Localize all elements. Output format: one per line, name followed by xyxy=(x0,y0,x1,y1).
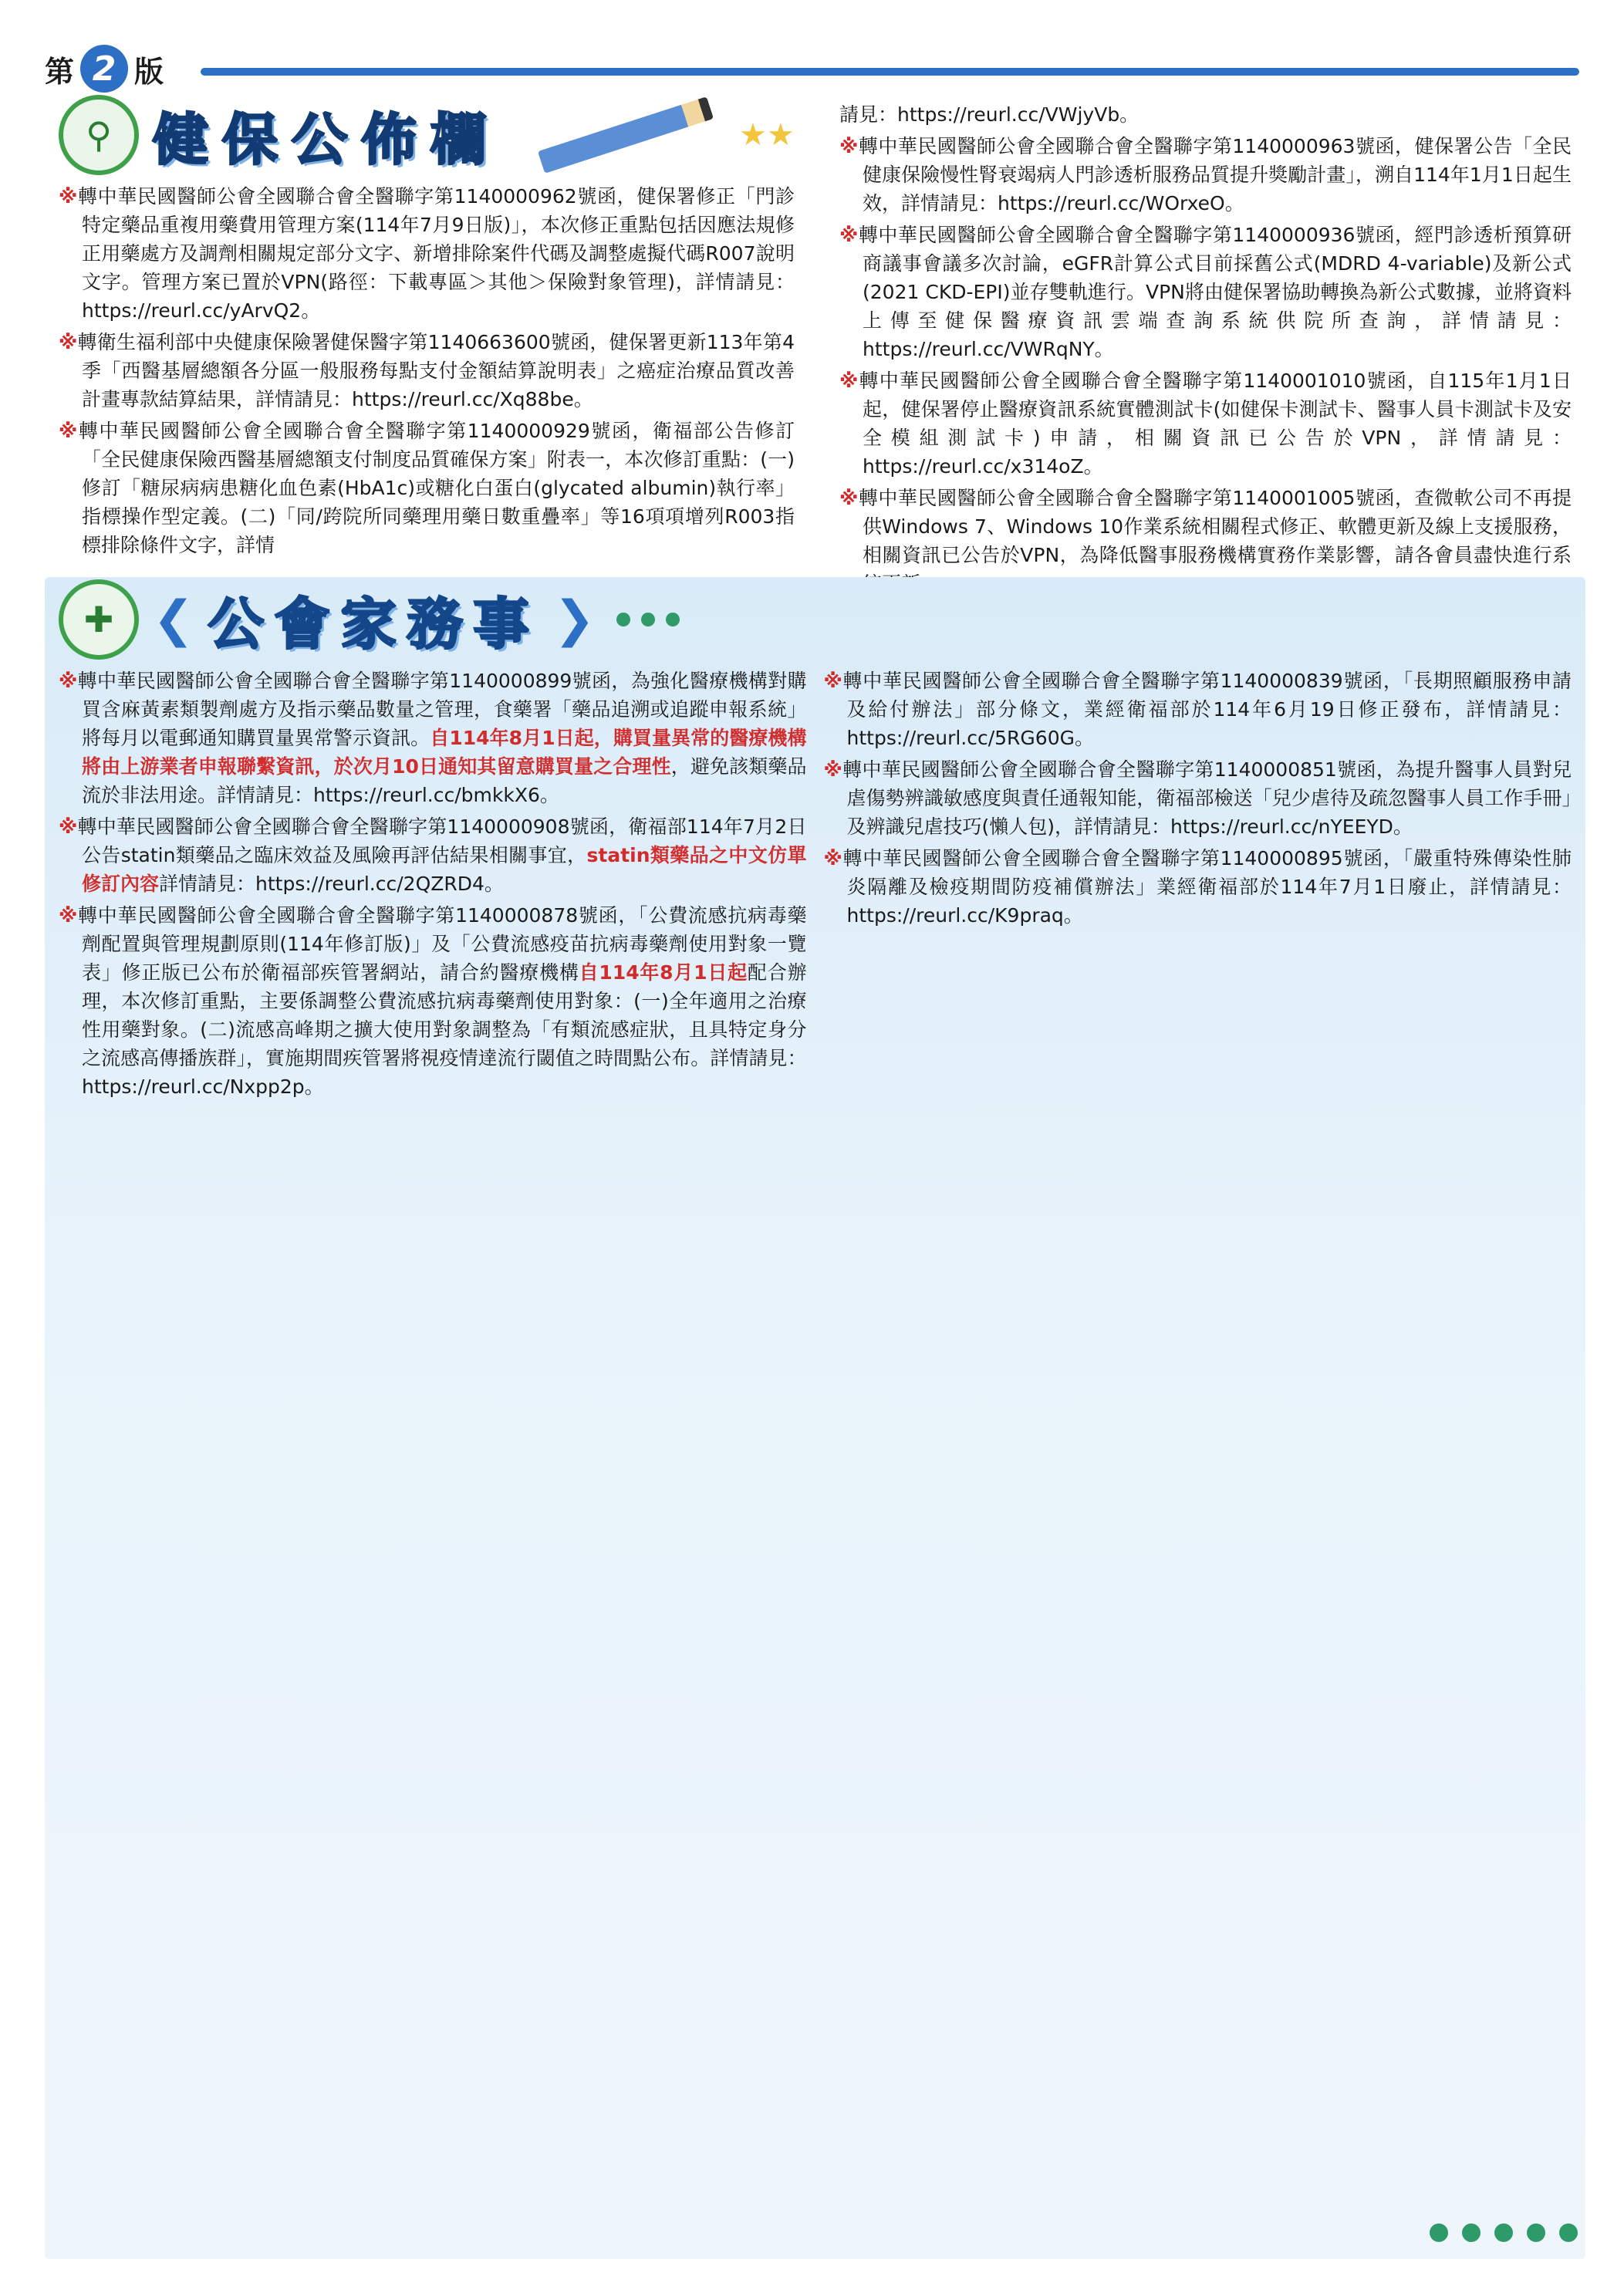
notice-item xyxy=(59,812,807,898)
notice-text: 轉中華民國醫師公會全國聯合會全醫聯字第1140001010號函，自115年1月1日起，健保署停止醫療資訊系統實體測試卡(如健保卡測試卡、醫事人員卡測試卡及安全模組測試卡)申請，相關資訊已公告於VPN，詳情請見：https://reurl.cc/x314oZ。 xyxy=(859,370,1572,478)
notice-item xyxy=(824,755,1572,841)
reference-mark: ※ xyxy=(59,670,78,692)
notice-item xyxy=(59,328,795,414)
health-section-left xyxy=(45,93,809,563)
notice-item xyxy=(59,182,795,325)
notice-text: 轉中華民國醫師公會全國聯合會全醫聯字第1140000839號函，「長期照顧服務申請及給付辦法」部分條文，業經衛福部於114年6月19日修正發布，詳情請見：https://reurl.cc/5RG60G。 xyxy=(842,670,1572,749)
notice-text: 轉衛生福利部中央健康保險署健保醫字第1140663600號函，健保署更新113年第4季「西醫基層總額各分區一般服務每點支付金額結算說明表」之癌症治療品質改善計畫專款結算結果，詳情請見：https://reurl.cc/Xq88be。 xyxy=(77,331,795,410)
health-column-left xyxy=(59,182,795,562)
notice-text: 轉中華民國醫師公會全國聯合會全醫聯字第1140000929號函，衛福部公告修訂「全民健康保險西醫基層總額支付制度品質確保方案」附表一，本次修訂重點：(一)修訂「糖尿病病患糖化血色素(HbA1c)或糖化白蛋白(glycated albumin)執行率」指標操作型定義。(二)「同/跨院所同藥理用藥日數重疊率」等16項項增列R003指標排除條件文字，詳情 xyxy=(78,420,795,556)
reference-mark: ※ xyxy=(59,904,79,927)
reference-mark: ※ xyxy=(823,670,843,692)
assoc-banner xyxy=(45,577,1585,662)
assoc-title: 公會家務事 xyxy=(208,592,540,657)
notice-item xyxy=(824,667,1572,752)
health-column-right xyxy=(839,100,1572,601)
notice-text-tail: 詳情請見：https://reurl.cc/2QZRD4。 xyxy=(159,873,504,895)
reference-mark: ※ xyxy=(839,224,859,246)
notice-highlight: 自114年8月1日起 xyxy=(579,961,748,984)
reference-mark: ※ xyxy=(823,758,843,781)
page-number: 2 xyxy=(80,45,128,93)
top-rule xyxy=(201,68,1579,76)
reference-mark: ※ xyxy=(839,370,859,392)
assoc-section xyxy=(45,577,1585,2259)
reference-mark: ※ xyxy=(823,847,843,869)
assoc-column-right xyxy=(824,667,1572,1104)
notice-item xyxy=(59,667,807,809)
notice-text: 轉中華民國醫師公會全國聯合會全醫聯字第1140000962號函，健保署修正「門診特定藥品重複用藥費用管理方案(114年7月9日版)」，本次修正重點包括因應法規修正用藥處方及調劑相關規定部分文字、新增排除案件代碼及調整處擬代碼R007說明文字。管理方案已置於VPN(路徑：下載專區＞其他＞保險對象管理)，詳情請見：https://reurl.cc/yArvQ2。 xyxy=(77,185,795,322)
stars-icon: ★★ xyxy=(739,117,795,153)
health-title: 健保公佈欄 xyxy=(153,107,501,172)
medicine-icon: ✚ xyxy=(59,579,139,660)
dots-icon xyxy=(616,613,680,626)
notice-text-tail: ，避免該類藥品流於非法用途。詳情請見：https://reurl.cc/bmkkX6。 xyxy=(82,755,807,806)
page-label-prefix: 第 xyxy=(45,54,75,89)
notice-text-tail: 配合辦理，本次修訂重點，主要係調整公費流感抗病毒藥劑使用對象：(一)全年適用之治療性用藥對象。(二)流感高峰期之擴大使用對象調整為「有類流感症狀，且具特定身分之流感高傳播族群」，實施期間疾管署將視疫情達流行閾值之時間點公布。詳情請見：https://reurl.cc/Nxpp2p。 xyxy=(82,961,807,1098)
footer-dots-icon xyxy=(1430,2223,1578,2242)
notice-text: 轉中華民國醫師公會全國聯合會全醫聯字第1140000936號函，經門診透析預算研商議事會議多次討論，eGFR計算公式目前採舊公式(MDRD 4-variable)及新公式(2021 CKD-EPI)並存雙軌進行。VPN將由健保署協助轉換為新公式數據，並將資料上傳至健保醫療資訊雲端查詢系統供院所查詢，詳情請見：https://reurl.cc/VWRqNY。 xyxy=(858,224,1572,360)
health-section-right xyxy=(826,93,1585,566)
notice-item xyxy=(839,366,1572,481)
notice-item xyxy=(839,100,1572,129)
notice-text: 轉中華民國醫師公會全國聯合會全醫聯字第1140000878號函，「公費流感抗病毒藥劑配置與管理規劃原則(114年修訂版)」及「公費流感疫苗抗病毒藥劑使用對象一覽表」修正版已公布於衛福部疾管署網站，請合約醫療機構 xyxy=(78,904,807,984)
reference-mark: ※ xyxy=(59,331,78,353)
notice-text: 轉中華民國醫師公會全國聯合會全醫聯字第1140000963號函，健保署公告「全民健康保險慢性腎衰竭病人門診透析服務品質提升獎勵計畫」，溯自114年1月1日起生效，詳情請見：https://reurl.cc/WOrxeO。 xyxy=(858,135,1572,214)
health-banner xyxy=(45,93,809,177)
notice-item xyxy=(824,844,1572,930)
notice-item xyxy=(59,417,795,559)
magnifier-icon: ⚲ xyxy=(59,95,139,175)
chevron-left-icon: ❮ xyxy=(153,591,194,648)
notice-text: 轉中華民國醫師公會全國聯合會全醫聯字第1140001005號函，查微軟公司不再提供Windows 7、Windows 10作業系統相關程式修正、軟體更新及線上支援服務，相關資訊已公告於VPN，為降低醫事服務機構實務作業影響，請各會員盡快進行系 xyxy=(858,487,1572,566)
notice-highlight: 自114年8月1日起，購買量異常的醫療機構將由上游業者申報聯繫資訊，於次月10日通知其留意購買量之合理性 xyxy=(82,727,807,778)
page-badge xyxy=(45,45,164,93)
reference-mark: ※ xyxy=(59,815,78,838)
notice-text: 轉中華民國醫師公會全國聯合會全醫聯字第1140000851號函，為提升醫事人員對兒虐傷勢辨識敏感度與責任通報知能，衛福部檢送「兒少虐待及疏忽醫事人員工作手冊」及辨識兒虐技巧(懶人包)，詳情請見：https://reurl.cc/nYEEYD。 xyxy=(842,758,1572,838)
notice-highlight: statin類藥品之中文仿單修訂內容 xyxy=(82,844,807,895)
notice-item xyxy=(839,132,1572,218)
notice-text: 轉中華民國醫師公會全國聯合會全醫聯字第1140000899號函，為強化醫療機構對購買含麻黃素類製劑處方及指示藥品數量之管理，食藥署「藥品追溯或追蹤申報系統」將每月以電郵通知購買量異常警示資訊。 xyxy=(77,670,807,749)
chevron-right-icon: ❯ xyxy=(553,591,596,648)
page-label-suffix: 版 xyxy=(134,54,164,89)
reference-mark: ※ xyxy=(59,420,79,442)
notice-item xyxy=(59,901,807,1101)
notice-text: 轉中華民國醫師公會全國聯合會全醫聯字第1140000895號函，「嚴重特殊傳染性肺炎隔離及檢疫期間防疫補償辦法」業經衛福部於114年7月1日廢止，詳情請見：https://reurl.cc/K9praq。 xyxy=(842,847,1572,927)
reference-mark: ※ xyxy=(839,487,859,509)
notice-item xyxy=(839,221,1572,363)
reference-mark: ※ xyxy=(59,185,78,208)
notice-text: 轉中華民國醫師公會全國聯合會全醫聯字第1140000908號函，衛福部114年7月2日公告statin類藥品之臨床效益及風險再評估結果相關事宜， xyxy=(77,815,807,866)
notice-text: 請見：https://reurl.cc/VWjyVb。 xyxy=(839,103,1140,126)
pencil-icon xyxy=(538,96,714,174)
reference-mark: ※ xyxy=(839,135,859,157)
assoc-column-left xyxy=(59,667,807,1104)
